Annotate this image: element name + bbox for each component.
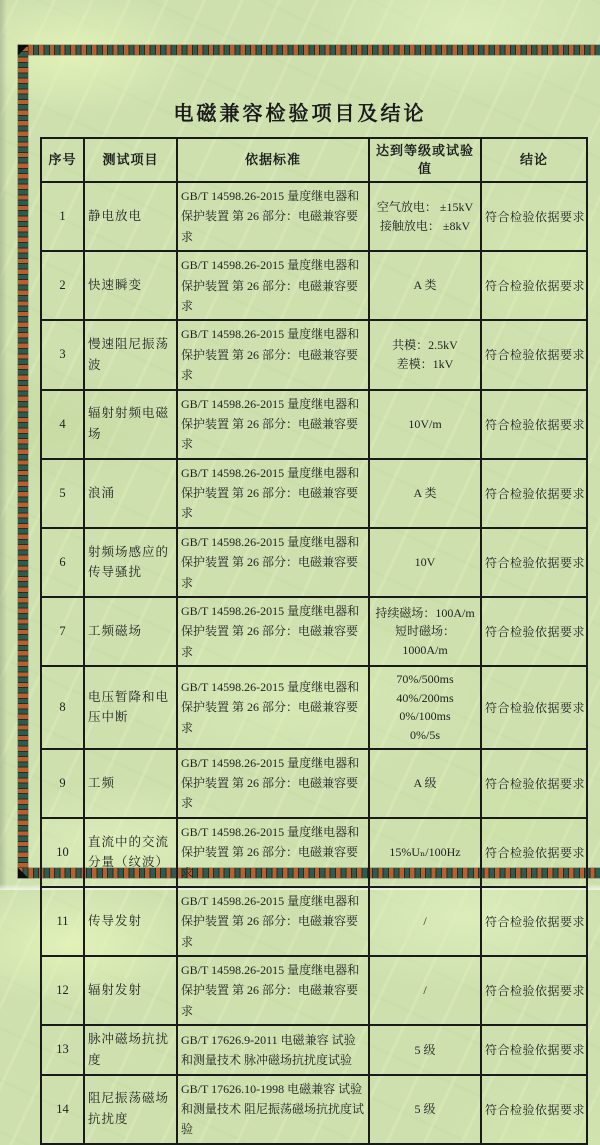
table-row [41,320,587,389]
decorative-border-corner-bottom [18,868,28,878]
value-line: 0%/5s [410,727,440,742]
header-conclusion: 结论 [481,138,587,182]
level-or-test-value [369,1025,481,1074]
test-item: 射频场感应的传导骚扰 [84,528,177,597]
row-number: 5 [41,459,84,528]
conclusion: 符合检验依据要求 [481,320,587,389]
test-item: 阻尼振荡磁场抗扰度 [84,1075,177,1144]
standard-reference: GB/T 14598.26-2015 量度继电器和保护装置 第 26 部分：电磁兼容要求 [177,459,369,528]
value-line: 10V/m [408,416,442,431]
level-or-test-value [369,320,481,389]
level-or-test-value [369,390,481,459]
table-body [41,182,587,1144]
standard-reference: GB/T 14598.26-2015 量度继电器和保护装置 第 26 部分：电磁兼容要求 [177,818,369,887]
test-item: 脉冲磁场抗扰度 [84,1025,177,1074]
table-row [41,818,587,887]
row-number: 13 [41,1025,84,1074]
standard-reference: GB/T 17626.9-2011 电磁兼容 试验和测量技术 脉冲磁场抗扰度试验 [177,1025,369,1074]
decorative-border-top [18,45,600,55]
value-line: 差模：1kV [396,356,454,371]
table-row [41,887,587,956]
value-line: 接触放电： ±8kV [379,218,471,233]
value-line: 短时磁场：1000A/m [394,624,455,657]
conclusion: 符合检验依据要求 [481,666,587,748]
level-or-test-value [369,597,481,666]
test-item: 快速瞬变 [84,251,177,320]
value-line: / [423,914,427,929]
standard-reference: GB/T 14598.26-2015 量度继电器和保护装置 第 26 部分：电磁兼容要求 [177,666,369,748]
header-test-item: 测试项目 [84,138,177,182]
conclusion: 符合检验依据要求 [481,459,587,528]
level-or-test-value [369,749,481,818]
level-or-test-value [369,956,481,1025]
table-row [41,956,587,1025]
row-number: 10 [41,818,84,887]
scan-edge-left [0,0,7,890]
header-standard: 依据标准 [177,138,369,182]
test-item: 传导发射 [84,887,177,956]
value-line: 持续磁场：100A/m [375,605,475,620]
row-number: 1 [41,182,84,251]
decorative-border-corner-top [18,45,28,55]
table-header [41,138,587,182]
standard-reference: GB/T 14598.26-2015 量度继电器和保护装置 第 26 部分：电磁兼容要求 [177,597,369,666]
standard-reference: GB/T 14598.26-2015 量度继电器和保护装置 第 26 部分：电磁兼容要求 [177,887,369,956]
table-row [41,459,587,528]
level-or-test-value [369,251,481,320]
test-item: 辐射射频电磁场 [84,390,177,459]
standard-reference: GB/T 14598.26-2015 量度继电器和保护装置 第 26 部分：电磁兼容要求 [177,320,369,389]
row-number: 7 [41,597,84,666]
standard-reference: GB/T 14598.26-2015 量度继电器和保护装置 第 26 部分：电磁兼容要求 [177,749,369,818]
value-line: 5 级 [414,1042,436,1057]
conclusion: 符合检验依据要求 [481,390,587,459]
level-or-test-value [369,887,481,956]
level-or-test-value [369,818,481,887]
level-or-test-value [369,1075,481,1144]
conclusion: 符合检验依据要求 [481,597,587,666]
row-number: 11 [41,887,84,956]
page-title: 电磁兼容检验项目及结论 [173,103,427,126]
table-row [41,251,587,320]
value-line: 5 级 [414,1101,436,1116]
value-line: 40%/200ms [396,690,454,705]
standard-reference: GB/T 14598.26-2015 量度继电器和保护装置 第 26 部分：电磁兼容要求 [177,251,369,320]
level-or-test-value [369,666,481,748]
conclusion: 符合检验依据要求 [481,956,587,1025]
value-line: 10V [414,555,436,570]
level-or-test-value [369,459,481,528]
standard-reference: GB/T 14598.26-2015 量度继电器和保护装置 第 26 部分：电磁兼容要求 [177,390,369,459]
value-line: 15%Uₙ/100Hz [389,845,461,860]
conclusion: 符合检验依据要求 [481,528,587,597]
table-row [41,390,587,459]
value-line: A 类 [413,485,437,500]
conclusion: 符合检验依据要求 [481,182,587,251]
standard-reference: GB/T 14598.26-2015 量度继电器和保护装置 第 26 部分：电磁兼容要求 [177,182,369,251]
test-item: 电压暂降和电压中断 [84,666,177,748]
row-number: 12 [41,956,84,1025]
conclusion: 符合检验依据要求 [481,818,587,887]
table-header-row [41,138,587,182]
conclusion: 符合检验依据要求 [481,749,587,818]
conclusion: 符合检验依据要求 [481,1075,587,1144]
value-line: A 类 [413,278,437,293]
row-number: 4 [41,390,84,459]
value-line: / [423,983,427,998]
value-line: 空气放电： ±15kV [376,199,474,214]
level-or-test-value [369,182,481,251]
table-row [41,1025,587,1074]
row-number: 9 [41,749,84,818]
table-row [41,597,587,666]
standard-reference: GB/T 14598.26-2015 量度继电器和保护装置 第 26 部分：电磁兼容要求 [177,528,369,597]
test-item: 浪涌 [84,459,177,528]
row-number: 2 [41,251,84,320]
test-item: 工频磁场 [84,597,177,666]
value-line: 共模：2.5kV [392,338,458,353]
conclusion: 符合检验依据要求 [481,251,587,320]
header-level-value: 达到等级或试验值 [369,138,481,182]
test-item: 静电放电 [84,182,177,251]
level-or-test-value [369,528,481,597]
test-item: 直流中的交流分量（纹波） [84,818,177,887]
test-item: 辐射发射 [84,956,177,1025]
row-number: 6 [41,528,84,597]
emc-test-table [40,137,588,1145]
row-number: 3 [41,320,84,389]
header-seq: 序号 [41,138,84,182]
value-line: 70%/500ms [396,672,454,687]
table-row [41,749,587,818]
standard-reference: GB/T 14598.26-2015 量度继电器和保护装置 第 26 部分：电磁兼容要求 [177,956,369,1025]
value-line: 0%/100ms [399,709,451,724]
standard-reference: GB/T 17626.10-1998 电磁兼容 试验和测量技术 阻尼振荡磁场抗扰度试验 [177,1075,369,1144]
row-number: 14 [41,1075,84,1144]
table-row [41,1075,587,1144]
test-item: 工频 [84,749,177,818]
table-row [41,666,587,748]
test-item: 慢速阻尼振荡波 [84,320,177,389]
value-line: A 级 [413,775,437,790]
conclusion: 符合检验依据要求 [481,887,587,956]
conclusion: 符合检验依据要求 [481,1025,587,1074]
row-number: 8 [41,666,84,748]
decorative-border-left [18,45,28,878]
table-row [41,528,587,597]
table-row [41,182,587,251]
